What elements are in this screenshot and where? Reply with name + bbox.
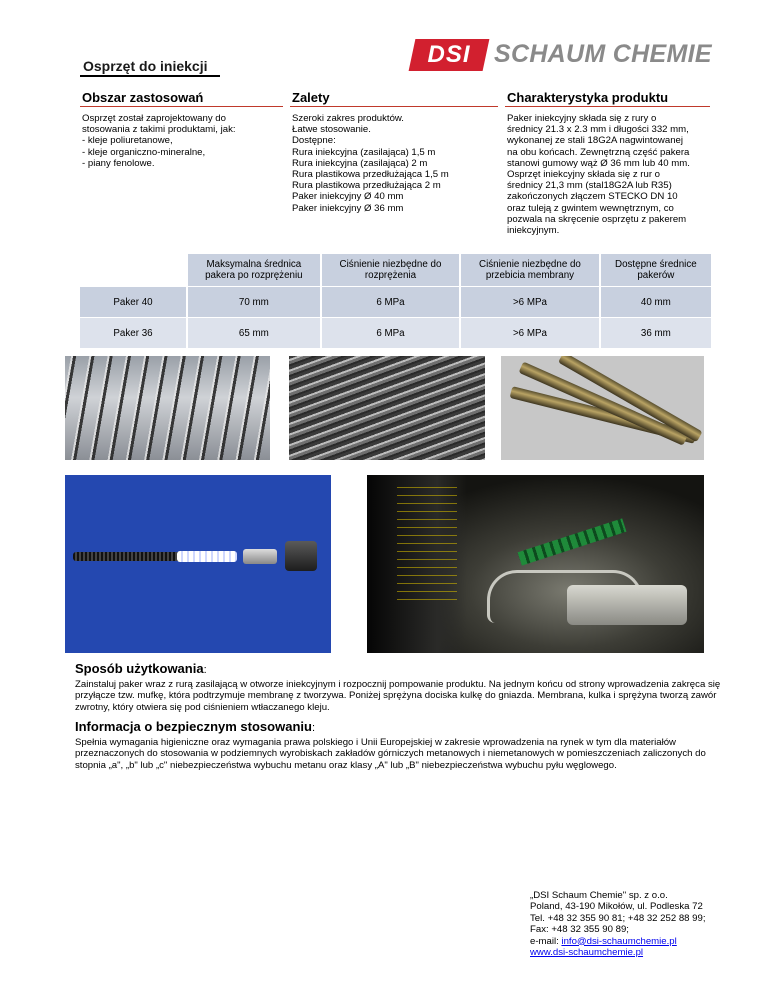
photo-pipe-bundle [289, 356, 485, 460]
table-cell: 65 mm [188, 317, 322, 348]
text-safety: Spełnia wymagania higieniczne oraz wymagania prawa polskiego i Unii Europejskiej w zakresie wprowadzenia na rynek w tym dla materiałów przeznaczonych do stosowania w podziemnych wyrobiskach zakładów górniczych metanowych i niemetanowych w pomieszczeniach zaliczonych do stopnia „a", „b" lub „c" niebezpieczeństwa wybuchu metanu oraz klasy „A" lub „B" niebezpieczeństwa wybuchu pyłu węglowego. [75, 737, 706, 771]
table-header-cell: Ciśnienie niezbędne do przebicia membrany [461, 254, 600, 286]
heading-application-area: Obszar zastosowań [82, 90, 204, 105]
email-link[interactable]: info@dsi-schaumchemie.pl [561, 935, 677, 947]
table-cell: 70 mm [188, 286, 322, 317]
logo-mark-text: DSI [427, 41, 471, 68]
company-logo [412, 39, 712, 71]
table-header-cell: Ciśnienie niezbędne do rozprężenia [322, 254, 461, 286]
packer-head-image [285, 541, 317, 571]
email-label: e-mail: [530, 935, 562, 947]
column-divider [505, 106, 710, 107]
table-row [80, 317, 711, 348]
company-address: Poland, 43-190 Mikołów, ul. Podleska 72 [530, 901, 703, 913]
heading-product-characteristics: Charakterystyka produktu [507, 90, 669, 105]
table-cell: >6 MPa [461, 286, 600, 317]
company-name: „DSI Schaum Chemie" sp. z o.o. [530, 890, 668, 901]
page-title: Osprzęt do iniekcji [83, 58, 208, 74]
column-divider [290, 106, 498, 107]
table-row [80, 286, 711, 317]
photo-packers [501, 356, 704, 460]
heading-colon: : [311, 722, 316, 734]
support-image [518, 518, 627, 565]
table-header-row [80, 254, 711, 286]
table-header-empty [80, 254, 188, 286]
table-cell: 40 mm [601, 286, 711, 317]
heading-colon: : [203, 664, 207, 676]
company-email-line [530, 936, 706, 947]
text-advantages: Szeroki zakres produktów. Łatwe stosowanie. Dostępne: Rura iniekcyjna (zasilająca) 1,5 m Rura iniekcyjna (zasilająca) 2 m Rura plastikowa przedłużająca 1,5 m Rura plastikowa przedłużająca 2 m Paker iniekcyjny Ø 40 mm Paker iniekcyjny Ø 36 mm [292, 113, 449, 214]
company-fax: Fax: +48 32 355 90 89; [530, 924, 629, 936]
mesh-image [397, 480, 457, 600]
table-header-cell: Maksymalna średnica pakera po rozprężeniu [188, 254, 322, 286]
table-cell: Paker 36 [80, 317, 188, 348]
website-link[interactable]: www.dsi-schaumchemie.pl [530, 947, 644, 959]
photo-injection-pipes [65, 356, 270, 460]
company-phone: Tel. +48 32 355 90 81; +48 32 252 88 99; [530, 912, 706, 924]
fitting-image [243, 549, 277, 564]
packer-spec-table [80, 254, 711, 348]
title-underline [80, 75, 220, 77]
table-cell: Paker 40 [80, 286, 188, 317]
company-website-line [530, 947, 706, 958]
table-cell: 6 MPa [322, 286, 461, 317]
logo-mark [409, 39, 490, 71]
heading-advantages: Zalety [292, 90, 330, 105]
table-cell: >6 MPa [461, 317, 600, 348]
heading-safety-text: Informacja o bezpiecznym stosowaniu [75, 719, 312, 734]
column-divider [80, 106, 283, 107]
heading-safety [75, 719, 315, 734]
photo-packer-components [65, 475, 331, 653]
pump-machine-image [567, 585, 687, 625]
text-usage: Zainstaluj paker wraz z rurą zasilającą w otworze iniekcyjnym i rozpocznij pompowanie produktu. Na jednym końcu od strony wprowadzenia zakręca się przyłącze tzw. mufkę, która podtrzymuje membranę z tworzywa. Poniżej sprężyna dociska kulkę do gniazda. Membrana, kulka i sprężyna tworzą zawór zwrotny, który otwiera się pod ciśnieniem wtłaczanego kleju. [75, 679, 721, 713]
spring-image [177, 551, 237, 562]
heading-usage-text: Sposób użytkowania [75, 661, 204, 676]
text-product-characteristics: Paker iniekcyjny składa się z rury o średnicy 21.3 x 2.3 mm i długości 332 mm, wykonanej ze stali 18G2A nagwintowanej na obu końcach. Zewnętrzną część pakera stanowi gumowy wąż Ø 36 mm lub 40 mm. Osprzęt iniekcyjny składa się z rur o średnicy 21,3 mm (stal18G2A lub R35) zakończonych złączem STECKO DN 10 oraz tuleją z gwintem wewnętrznym, co pozwala na skręcenie osprzętu z pakerem iniekcyjnym. [507, 113, 690, 237]
logo-name: SCHAUM CHEMIE [494, 40, 712, 68]
photo-mine-application [367, 475, 704, 653]
company-contact [530, 890, 706, 958]
table-cell: 36 mm [601, 317, 711, 348]
heading-usage [75, 661, 207, 676]
text-application-area: Osprzęt został zaprojektowany do stosowania z takimi produktami, jak: - kleje poliuretanowe, - kleje organiczno-mineralne, - piany fenolowe. [82, 113, 236, 169]
table-cell: 6 MPa [322, 317, 461, 348]
table-header-cell: Dostępne średnice pakerów [601, 254, 711, 286]
